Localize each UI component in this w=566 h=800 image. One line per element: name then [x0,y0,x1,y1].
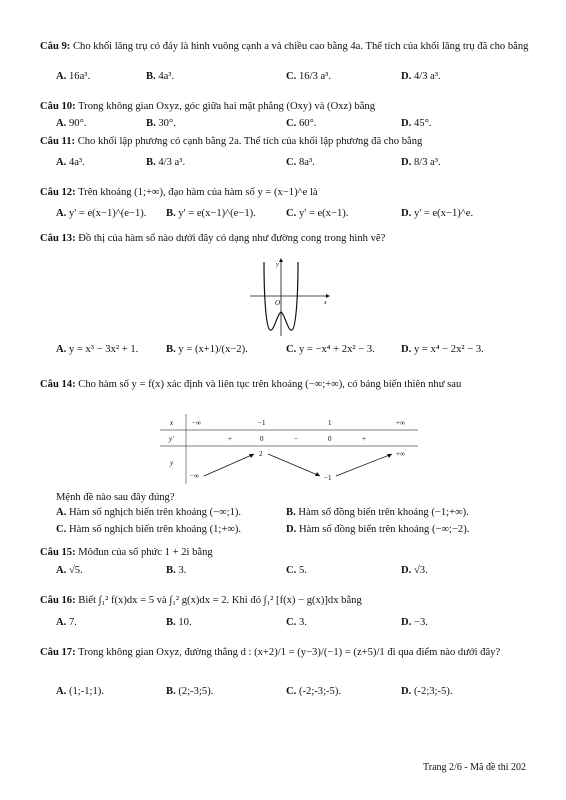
q10-number: Câu 10: [40,101,76,112]
x-val-1: 1 [328,419,332,427]
q10-option-d: 45°. [413,118,432,129]
q14-option-d: Hàm số đồng biến trên khoảng (−∞;−2). [298,524,470,535]
q12-option-b: y' = e(x−1)^(e−1). [178,208,256,219]
q16-text: Biết ∫₁² f(x)dx = 5 và ∫₁² g(x)dx = 2. Khi đó ∫₁² [f(x) − g(x)]dx bằng [78,595,362,606]
question-10 [40,100,540,114]
q13-number: Câu 13: [40,233,76,244]
q16-option-c: 3. [298,617,307,628]
q9-number: Câu 9: [40,41,71,52]
sign-4: 0 [328,435,332,443]
graph-x-label: x [324,300,327,306]
q9-option-d: 4/3 a³. [413,71,441,82]
q14-number: Câu 14: [40,379,76,390]
q16-option-d: −3. [413,617,428,628]
q17-number: Câu 17: [40,647,76,658]
q11-text: Cho khối lập phương có cạnh bằng 2a. Thể tích của khối lập phương đã cho bằng [77,136,423,147]
q11-option-d: 8/3 a³. [413,157,441,168]
table-yp-label: y' [169,435,174,443]
q15-option-c: 5. [298,565,307,576]
sign-1: + [228,435,232,443]
y-start: −∞ [190,472,199,480]
q13-option-a: y = x³ − 3x² + 1. [68,344,139,355]
sign-3: − [294,435,298,443]
question-13 [40,232,540,246]
question-14 [40,378,540,392]
q17-option-c: (-2;-3;-5). [298,686,342,697]
q10-option-c: 60°. [298,118,317,129]
q15-options: A. √5. B. 3. C. 5. D. √3. [56,565,428,576]
q12-option-a: y' = e(x−1)^(e−1). [68,208,147,219]
y-max: 2 [259,450,263,458]
q12-text: Trên khoảng (1;+∞), đạo hàm của hàm số y = (x−1)^e là [78,187,318,198]
question-16 [40,594,540,608]
q15-option-a: √5. [68,565,83,576]
q11-number: Câu 11: [40,136,76,147]
x-val-neg-inf: −∞ [192,419,201,427]
q13-options: A. y = x³ − 3x² + 1. B. y = (x+1)/(x−2). C. y = −x⁴ + 2x² − 3. D. y = x⁴ − 2x² − 3. [56,344,484,355]
q17-options: A. (1;-1;1). B. (2;-3;5). C. (-2;-3;-5). D. (-2;3;-5). [56,686,453,697]
q17-option-a: (1;-1;1). [68,686,104,697]
table-x-label: x [170,419,174,427]
q13-text: Đồ thị của hàm số nào dưới đây có dạng như đường cong trong hình vẽ? [78,233,386,244]
q16-options: A. 7. B. 10. C. 3. D. −3. [56,617,428,628]
question-12 [40,186,540,200]
q10-text: Trong không gian Oxyz, góc giữa hai mặt phẳng (Oxy) và (Oxz) bằng [78,101,375,112]
question-11 [40,135,540,149]
variation-table [160,414,420,484]
q13-option-b: y = (x+1)/(x−2). [178,344,248,355]
y-end: +∞ [396,450,405,458]
graph-origin-label: O [275,299,281,307]
y-min: −1 [324,474,332,482]
q12-options: A. y' = e(x−1)^(e−1). B. y' = e(x−1)^(e−1). C. y' = e(x−1). D. y' = e(x−1)^e. [56,208,474,219]
x-val-pos-inf: +∞ [396,419,405,427]
q16-option-b: 10. [178,617,192,628]
q9-option-b: 4a³. [158,71,175,82]
sign-5: + [362,435,366,443]
q9-options: A. 16a³. B. 4a³. C. 16/3 a³. D. 4/3 a³. [56,71,441,82]
graph-y-label: y [276,262,279,268]
q14-options-ab: A. Hàm số nghịch biến trên khoảng (−∞;1). B. Hàm số đồng biến trên khoảng (−1;+∞). [56,507,469,518]
q14-question: Mệnh đề nào sau đây đúng? [56,492,175,503]
table-y-label: y [170,459,174,467]
q14-text: Cho hàm số y = f(x) xác định và liên tục trên khoảng (−∞;+∞), có bảng biến thiên như sau [78,379,462,390]
q15-option-b: 3. [178,565,187,576]
q11-option-c: 8a³. [298,157,315,168]
q12-number: Câu 12: [40,187,76,198]
graph-x-arrow [326,294,330,298]
q11-option-b: 4/3 a³. [158,157,186,168]
q15-text: Môđun của số phức 1 + 2i bằng [78,547,213,558]
q9-text: Cho khối lăng trụ có đáy là hình vuông cạnh a và chiều cao bằng 4a. Thể tích của khối lăng trụ đã cho bằng [72,41,529,52]
q17-option-d: (-2;3;-5). [413,686,453,697]
q16-number: Câu 16: [40,595,76,606]
q10-options: A. 90°. B. 30°. C. 60°. D. 45°. [56,118,432,129]
q9-option-c: 16/3 a³. [298,71,331,82]
q10-option-b: 30°. [158,118,176,129]
q10-option-a: 90°. [68,118,87,129]
q17-option-b: (2;-3;5). [178,686,214,697]
q15-number: Câu 15: [40,547,76,558]
question-9 [40,40,540,54]
q15-option-d: √3. [413,565,428,576]
q13-graph [250,256,334,338]
q13-option-c: y = −x⁴ + 2x² − 3. [298,344,375,355]
q14-option-a: Hàm số nghịch biến trên khoảng (−∞;1). [68,507,242,518]
q9-option-a: 16a³. [68,71,91,82]
q13-option-d: y = x⁴ − 2x² − 3. [413,344,484,355]
q12-option-d: y' = e(x−1)^e. [413,208,474,219]
question-15 [40,546,540,560]
x-val-neg1: −1 [258,419,266,427]
graph-y-arrow [279,258,283,262]
q17-text: Trong không gian Oxyz, đường thẳng d : (x+2)/1 = (y−3)/(−1) = (z+5)/1 đi qua điểm nào dưới đây? [78,647,501,658]
q14-options-cd: C. Hàm số nghịch biến trên khoảng (1;+∞). D. Hàm số đồng biến trên khoảng (−∞;−2). [56,524,470,535]
question-17 [40,646,540,660]
q16-option-a: 7. [68,617,77,628]
sign-2: 0 [260,435,264,443]
q14-option-c: Hàm số nghịch biến trên khoảng (1;+∞). [68,524,242,535]
q11-option-a: 4a³. [68,157,85,168]
q14-option-b: Hàm số đồng biến trên khoảng (−1;+∞). [298,507,469,518]
q12-option-c: y' = e(x−1). [298,208,349,219]
q11-options: A. 4a³. B. 4/3 a³. C. 8a³. D. 8/3 a³. [56,157,441,168]
page-footer: Trang 2/6 - Mã đề thi 202 [423,762,526,773]
